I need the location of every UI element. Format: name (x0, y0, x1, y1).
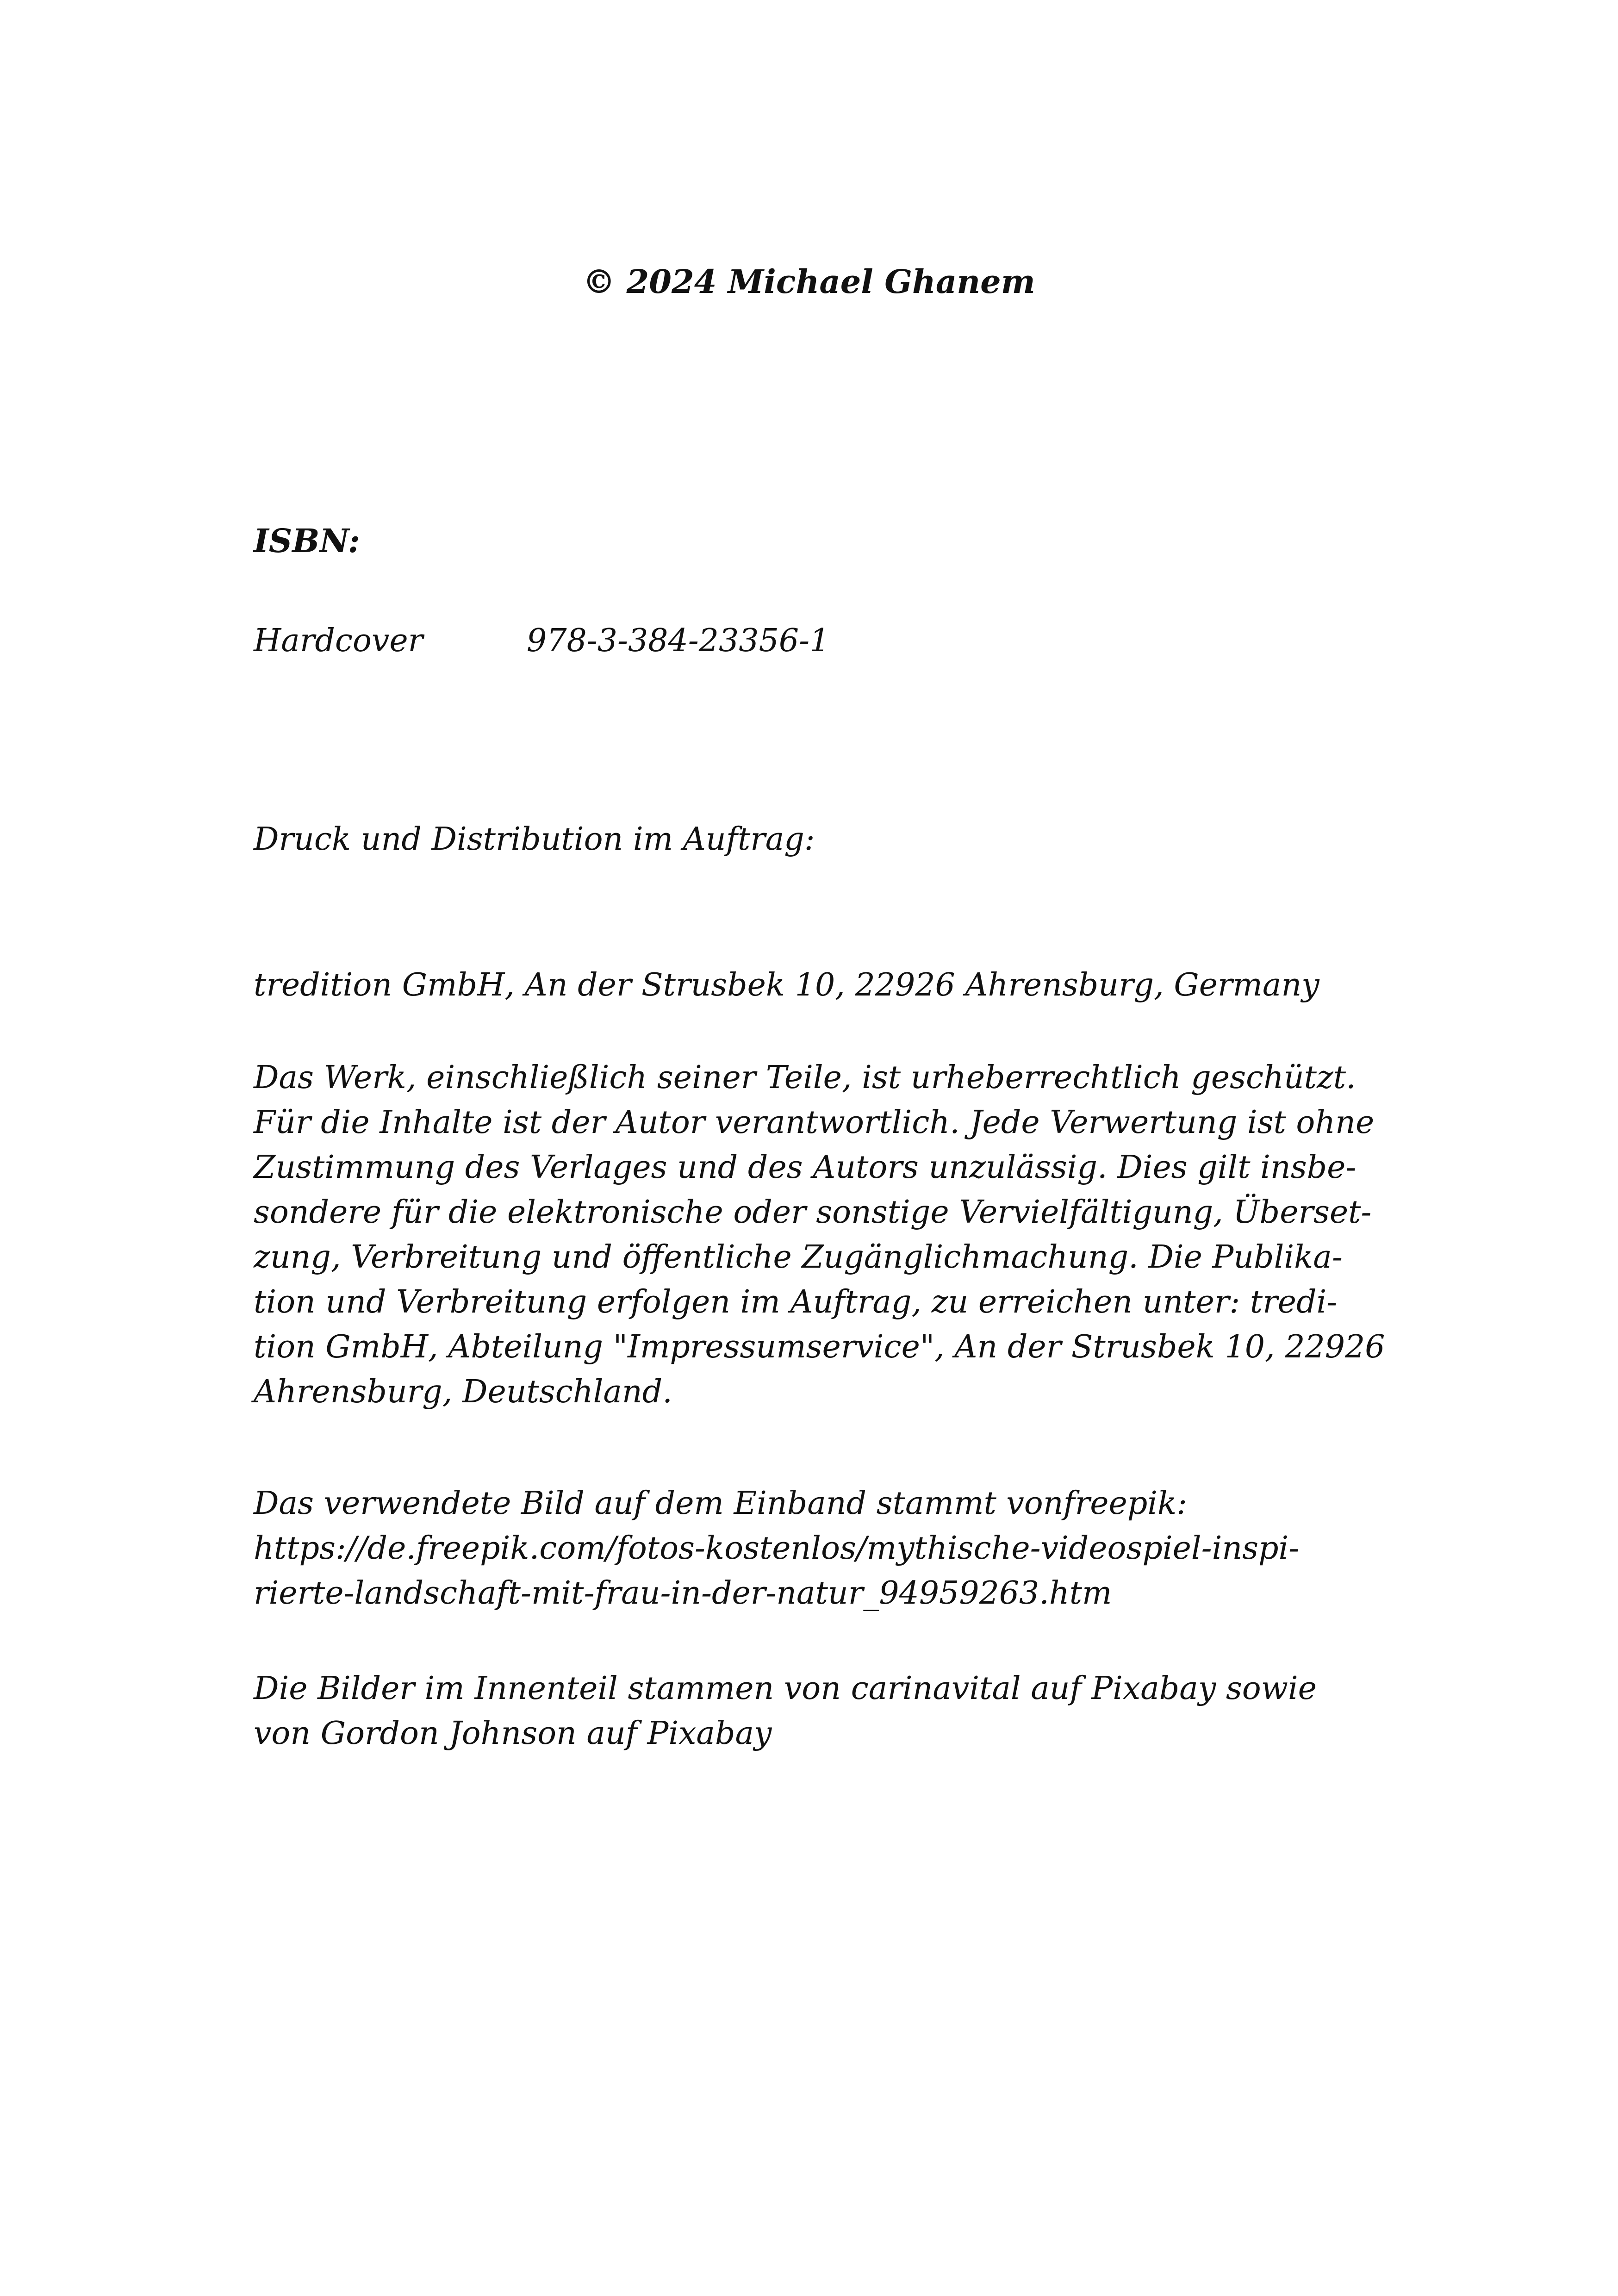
cover-credit-line: Das verwendete Bild auf dem Einband stammt vonfreepik: (254, 1485, 1188, 1522)
distribution-label: Druck und Distribution im Auftrag: (254, 821, 815, 858)
cover-credit-url-line: rierte-landschaft-mit-frau-in-der-natur_94959263.htm (254, 1575, 1112, 1612)
isbn-label: ISBN: (254, 522, 360, 560)
interior-credit-line: von Gordon Johnson auf Pixabay (254, 1715, 772, 1752)
interior-credit-line: Die Bilder im Innenteil stammen von carinavital auf Pixabay sowie (254, 1670, 1317, 1707)
isbn-number: 978-3-384-23356-1 (527, 622, 830, 659)
legal-notice-line: tion und Verbreitung erfolgen im Auftrag, zu erreichen unter: tredi- (254, 1284, 1338, 1320)
publisher-address: tredition GmbH, An der Strusbek 10, 22926 Ahrensburg, Germany (254, 967, 1319, 1003)
isbn-format: Hardcover (254, 622, 423, 659)
cover-credit-url-line: https://de.freepik.com/fotos-kostenlos/mythische-videospiel-inspi- (254, 1530, 1300, 1567)
cover-image-credit (254, 1481, 1299, 1616)
legal-notice-line: Ahrensburg, Deutschland. (254, 1374, 672, 1410)
interior-image-credit (254, 1666, 1317, 1756)
legal-notice-line: zung, Verbreitung und öffentliche Zugänglichmachung. Die Publika- (254, 1239, 1343, 1276)
copyright-line: © 2024 Michael Ghanem (583, 262, 1035, 301)
legal-notice-line: Für die Inhalte ist der Autor verantwortlich. Jede Verwertung ist ohne (254, 1104, 1375, 1141)
legal-notice (254, 1055, 1385, 1414)
legal-notice-line: sondere für die elektronische oder sonstige Vervielfältigung, Überset- (254, 1194, 1372, 1231)
legal-notice-line: Das Werk, einschließlich seiner Teile, ist urheberrechtlich geschützt. (254, 1059, 1356, 1096)
legal-notice-line: Zustimmung des Verlages und des Autors unzulässig. Dies gilt insbe- (254, 1149, 1357, 1186)
legal-notice-line: tion GmbH, Abteilung "Impressumservice", An der Strusbek 10, 22926 (254, 1329, 1385, 1365)
